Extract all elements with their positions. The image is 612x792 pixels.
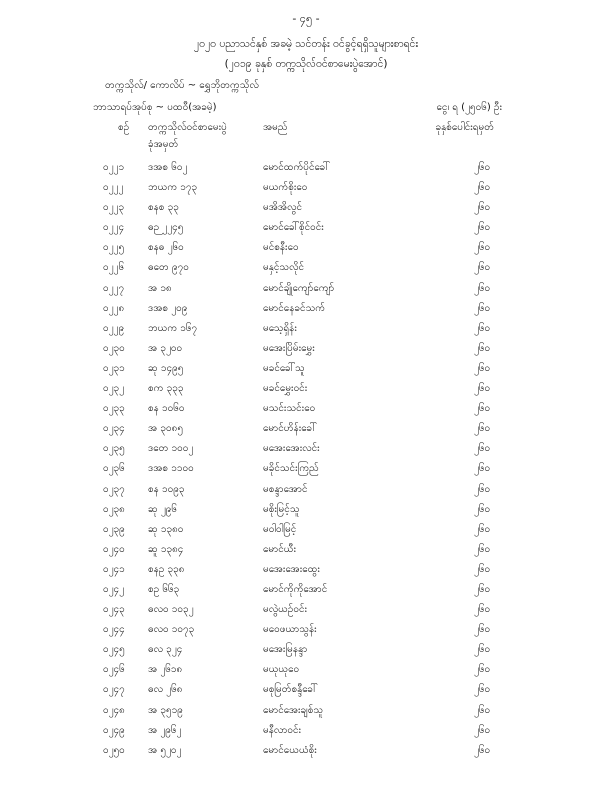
table-row bbox=[0, 419, 612, 439]
row-seat-number: ဒတေ ၁၀၀၂ bbox=[148, 443, 194, 455]
row-name: မောင်ယေယံစိုး bbox=[263, 744, 317, 756]
row-name: မအေးအေးလင်း bbox=[263, 443, 320, 455]
row-score: ၂၆၀ bbox=[474, 362, 491, 374]
row-score: ၂၆၀ bbox=[474, 664, 491, 676]
row-seat-number: အ ၃၂၀၀ bbox=[148, 342, 183, 354]
row-number: ၀၂၂၂ bbox=[103, 182, 124, 194]
row-score: ၂၆၀ bbox=[474, 242, 491, 254]
table-row bbox=[0, 701, 612, 721]
row-name: မခင်မွှေးဝင်း bbox=[263, 383, 308, 395]
table-row bbox=[0, 500, 612, 520]
row-name: မသေ့ရှိန်း bbox=[263, 322, 297, 334]
row-seat-number: အ ၂၆၁၈ bbox=[148, 664, 183, 676]
row-score: ၂၆၀ bbox=[474, 483, 491, 495]
row-number: ၀၂၄၉ bbox=[103, 724, 125, 736]
table-row bbox=[0, 540, 612, 560]
table-row bbox=[0, 600, 612, 620]
row-name: မင်စနီးဝေ bbox=[263, 242, 299, 254]
row-score: ၂၆၀ bbox=[474, 543, 491, 555]
table-row bbox=[0, 299, 612, 319]
table-row bbox=[0, 580, 612, 600]
row-seat-number: စနဓ ၂၆၀ bbox=[148, 242, 184, 254]
row-number: ၀၂၄၁ bbox=[103, 563, 125, 575]
row-number: ၀၂၂၆ bbox=[103, 262, 125, 274]
row-seat-number: အ ၃၀၈၅ bbox=[148, 423, 183, 435]
table-row bbox=[0, 279, 612, 299]
quota-line: ငွေ၊ ရ (၂၅၀၆) ဦး bbox=[436, 102, 502, 113]
document-title: ၂၀၂၀ ပညာသင်နှစ် အခမဲ့ သင်တန်း ဝင်ခွင့်ရရှိသူများစာရင်း bbox=[193, 38, 419, 50]
row-number: ၀၂၂၄ bbox=[103, 222, 125, 234]
row-number: ၀၂၄၃ bbox=[103, 604, 125, 616]
row-seat-number: စန ၁၀၉၃ bbox=[148, 483, 185, 495]
row-number: ၀၂၂၃ bbox=[103, 202, 125, 214]
row-seat-number: ဘယက ၁၆၇ bbox=[148, 322, 198, 334]
row-seat-number: စန ၁၀၆၀ bbox=[148, 403, 185, 415]
table-row bbox=[0, 158, 612, 178]
table-row bbox=[0, 620, 612, 640]
row-score: ၂၆၀ bbox=[474, 503, 491, 515]
row-number: ၀၂၃၅ bbox=[103, 443, 125, 455]
row-seat-number: ဒအစ ၂၀၉ bbox=[148, 302, 188, 314]
row-score: ၂၆၀ bbox=[474, 202, 491, 214]
row-number: ၀၂၄၂ bbox=[103, 583, 125, 595]
row-number: ၀၂၅၀ bbox=[103, 744, 125, 756]
university-line: တက္ကသိုလ်/ ကောလိပ် ~ ရွှေဘိုတက္ကသိုလ် bbox=[105, 80, 259, 91]
row-score: ၂၆၀ bbox=[474, 724, 491, 736]
row-name: မခင်ခေါ်သူ bbox=[263, 362, 305, 374]
row-name: မနီလာဝင်း bbox=[263, 724, 302, 736]
row-name: မောင်ကိုကိုအောင် bbox=[263, 583, 328, 595]
table-row bbox=[0, 198, 612, 218]
row-seat-number: ဓတေ ၉၇၀ bbox=[148, 262, 189, 274]
row-number: ၀၂၃၉ bbox=[103, 523, 125, 535]
row-seat-number: ဓဉ ၂၂၄၅ bbox=[148, 222, 184, 234]
row-seat-number: စဥ ၆၆၃ bbox=[148, 583, 180, 595]
table-row bbox=[0, 238, 612, 258]
row-score: ၂၆၀ bbox=[474, 322, 491, 334]
row-score: ၂၆၀ bbox=[474, 162, 491, 173]
row-name: မနှင့်သလိုင် bbox=[263, 262, 305, 274]
row-name: မောင်အေးချစ်သူ bbox=[263, 704, 324, 716]
row-seat-number: ဆု ၂၉၆ bbox=[148, 503, 178, 515]
row-seat-number: ဆူ ၁၃၈၄ bbox=[148, 543, 184, 555]
document-subtitle: (၂၀၁၉ ခုနှစ် တက္ကသိုလ်ဝင်စာမေးပွဲအောင်) bbox=[224, 58, 388, 70]
row-seat-number: ဓလ၀ ၁၀၃၂ bbox=[148, 604, 194, 616]
row-number: ၀၂၂၈ bbox=[103, 302, 125, 314]
row-number: ၀၂၄၀ bbox=[103, 543, 125, 555]
row-number: ၀၂၃၄ bbox=[103, 423, 125, 435]
row-seat-number: ဓလ၀ ၁၀၇၃ bbox=[148, 624, 195, 636]
row-name: မအိအိလွင် bbox=[263, 202, 302, 214]
row-number: ၀၂၂၁ bbox=[103, 162, 125, 173]
table-row bbox=[0, 339, 612, 359]
row-score: ၂၆၀ bbox=[474, 222, 491, 234]
row-seat-number: ဓလ ၂၆၈ bbox=[148, 684, 183, 696]
row-seat-number: အ ၁၈ bbox=[148, 282, 172, 294]
row-score: ၂၆၀ bbox=[474, 302, 491, 314]
table-row bbox=[0, 218, 612, 238]
table-row bbox=[0, 178, 612, 198]
row-seat-number: အ ၂၉၆၂ bbox=[148, 724, 182, 736]
row-name: မောင်ချိုကျော်ကျော် bbox=[263, 282, 335, 294]
row-name: မဝေဖယာသွန်း bbox=[263, 624, 317, 636]
page-number: - ၄၅ - bbox=[292, 12, 320, 25]
row-score: ၂၆၀ bbox=[474, 523, 491, 535]
row-number: ၀၂၃၀ bbox=[103, 342, 125, 354]
row-score: ၂၆၀ bbox=[474, 583, 491, 595]
row-name: မဝါဝါမြင့် bbox=[263, 523, 297, 535]
row-name: မခိုင်သင်းကြည် bbox=[263, 463, 319, 475]
table-row bbox=[0, 359, 612, 379]
row-score: ၂၆၀ bbox=[474, 644, 491, 656]
row-name: မောင်ထက်ပိုင်ခေါ် bbox=[263, 162, 330, 173]
subject-group-line: ဘာသာရပ်အုပ်စု ~ ပထဝီ(အခမဲ့) bbox=[93, 102, 217, 113]
column-header-seat-sub: ခုံအမှတ် bbox=[148, 139, 179, 150]
table-row bbox=[0, 319, 612, 339]
row-name: မအေးပြိမ်းမွှေး bbox=[263, 342, 315, 354]
row-name: မစုမြတ်စန္ဒီခေါ် bbox=[263, 684, 318, 696]
table-row bbox=[0, 439, 612, 459]
row-name: မစန္ဒာအောင် bbox=[263, 483, 308, 495]
column-header-name: အမည် bbox=[263, 122, 288, 133]
row-number: ၀၂၄၈ bbox=[103, 704, 125, 716]
row-name: မယက်စိုးဝေ bbox=[263, 182, 308, 194]
row-score: ၂၆၀ bbox=[474, 704, 491, 716]
row-number: ၀၂၂၅ bbox=[103, 242, 125, 254]
row-number: ၀၂၂၉ bbox=[103, 322, 125, 334]
row-score: ၂၆၀ bbox=[474, 744, 491, 756]
row-name: မအေးမြနန္ဒာ bbox=[263, 644, 308, 656]
row-number: ၀၂၄၄ bbox=[103, 624, 125, 636]
row-number: ၀၂၄၆ bbox=[103, 664, 125, 676]
row-name: မောင်ဟိန်းခေါ် bbox=[263, 423, 317, 435]
row-name: မောင်ယီး bbox=[263, 543, 297, 555]
row-seat-number: ဘယက ၁၇၃ bbox=[148, 182, 198, 194]
table-row bbox=[0, 258, 612, 278]
row-number: ၀၂၃၇ bbox=[103, 483, 125, 495]
results-table bbox=[0, 158, 612, 761]
row-seat-number: ဒအစ ၆၀၂ bbox=[148, 162, 188, 173]
row-score: ၂၆၀ bbox=[474, 403, 491, 415]
row-name: မောင်ခေါ်စိုင်ဝင်း bbox=[263, 222, 324, 234]
table-row bbox=[0, 560, 612, 580]
row-score: ၂၆၀ bbox=[474, 423, 491, 435]
row-number: ၀၂၄၅ bbox=[103, 644, 125, 656]
table-row bbox=[0, 480, 612, 500]
row-name: မသင်းသင်းဝေ bbox=[263, 403, 316, 415]
row-score: ၂၆၀ bbox=[474, 463, 491, 475]
row-seat-number: ဓလ ၃၂၄ bbox=[148, 644, 183, 656]
row-score: ၂၆၀ bbox=[474, 342, 491, 354]
row-seat-number: ဆု ၁၄၉၅ bbox=[148, 362, 184, 374]
row-number: ၀၂၂၇ bbox=[103, 282, 125, 294]
row-score: ၂၆၀ bbox=[474, 383, 491, 395]
row-number: ၀၂၄၇ bbox=[103, 684, 125, 696]
row-seat-number: စက ၃၃၃ bbox=[148, 383, 184, 395]
row-score: ၂၆၀ bbox=[474, 604, 491, 616]
row-seat-number: စနစ ၃၃ bbox=[148, 202, 179, 214]
row-score: ၂၆၀ bbox=[474, 282, 491, 294]
column-header-score: ခုနှစ်ပေါင်းရမှတ် bbox=[435, 122, 494, 133]
row-name: မအေးအေးထွေး bbox=[263, 563, 320, 575]
table-row bbox=[0, 379, 612, 399]
row-score: ၂၆၀ bbox=[474, 182, 491, 194]
table-row bbox=[0, 640, 612, 660]
row-seat-number: ဆု ၁၃၈၀ bbox=[148, 523, 184, 535]
table-row bbox=[0, 520, 612, 540]
row-score: ၂၆၀ bbox=[474, 684, 491, 696]
table-row bbox=[0, 680, 612, 700]
row-number: ၀၂၃၈ bbox=[103, 503, 125, 515]
row-number: ၀၂၃၆ bbox=[103, 463, 125, 475]
table-row bbox=[0, 459, 612, 479]
row-number: ၀၂၃၂ bbox=[103, 383, 125, 395]
row-score: ၂၆၀ bbox=[474, 563, 491, 575]
table-row bbox=[0, 721, 612, 741]
row-score: ၂၆၀ bbox=[474, 443, 491, 455]
row-name: မစိုးမြင့်သူ bbox=[263, 503, 300, 515]
column-header-number: စဉ် bbox=[118, 122, 130, 133]
row-seat-number: အ ၅၂၀၂ bbox=[148, 744, 182, 756]
row-name: မယုယုဝေ bbox=[263, 664, 300, 676]
row-score: ၂၆၀ bbox=[474, 262, 491, 274]
row-seat-number: အ ၃၅၁၉ bbox=[148, 704, 183, 716]
row-seat-number: ဒအစ ၁၁၀၀ bbox=[148, 463, 194, 475]
row-name: မလွဲယဉ်ဝင်း bbox=[263, 604, 308, 616]
row-number: ၀၂၃၁ bbox=[103, 362, 125, 374]
table-row bbox=[0, 399, 612, 419]
row-name: မောင်နေခင်သက် bbox=[263, 302, 326, 314]
table-row bbox=[0, 660, 612, 680]
column-header-seat: တက္ကသိုလ်ဝင်စာမေးပွဲ bbox=[148, 122, 227, 133]
row-seat-number: စနဥ ၃၃၈ bbox=[148, 563, 185, 575]
row-score: ၂၆၀ bbox=[474, 624, 491, 636]
table-row bbox=[0, 741, 612, 761]
row-number: ၀၂၃၃ bbox=[103, 403, 125, 415]
